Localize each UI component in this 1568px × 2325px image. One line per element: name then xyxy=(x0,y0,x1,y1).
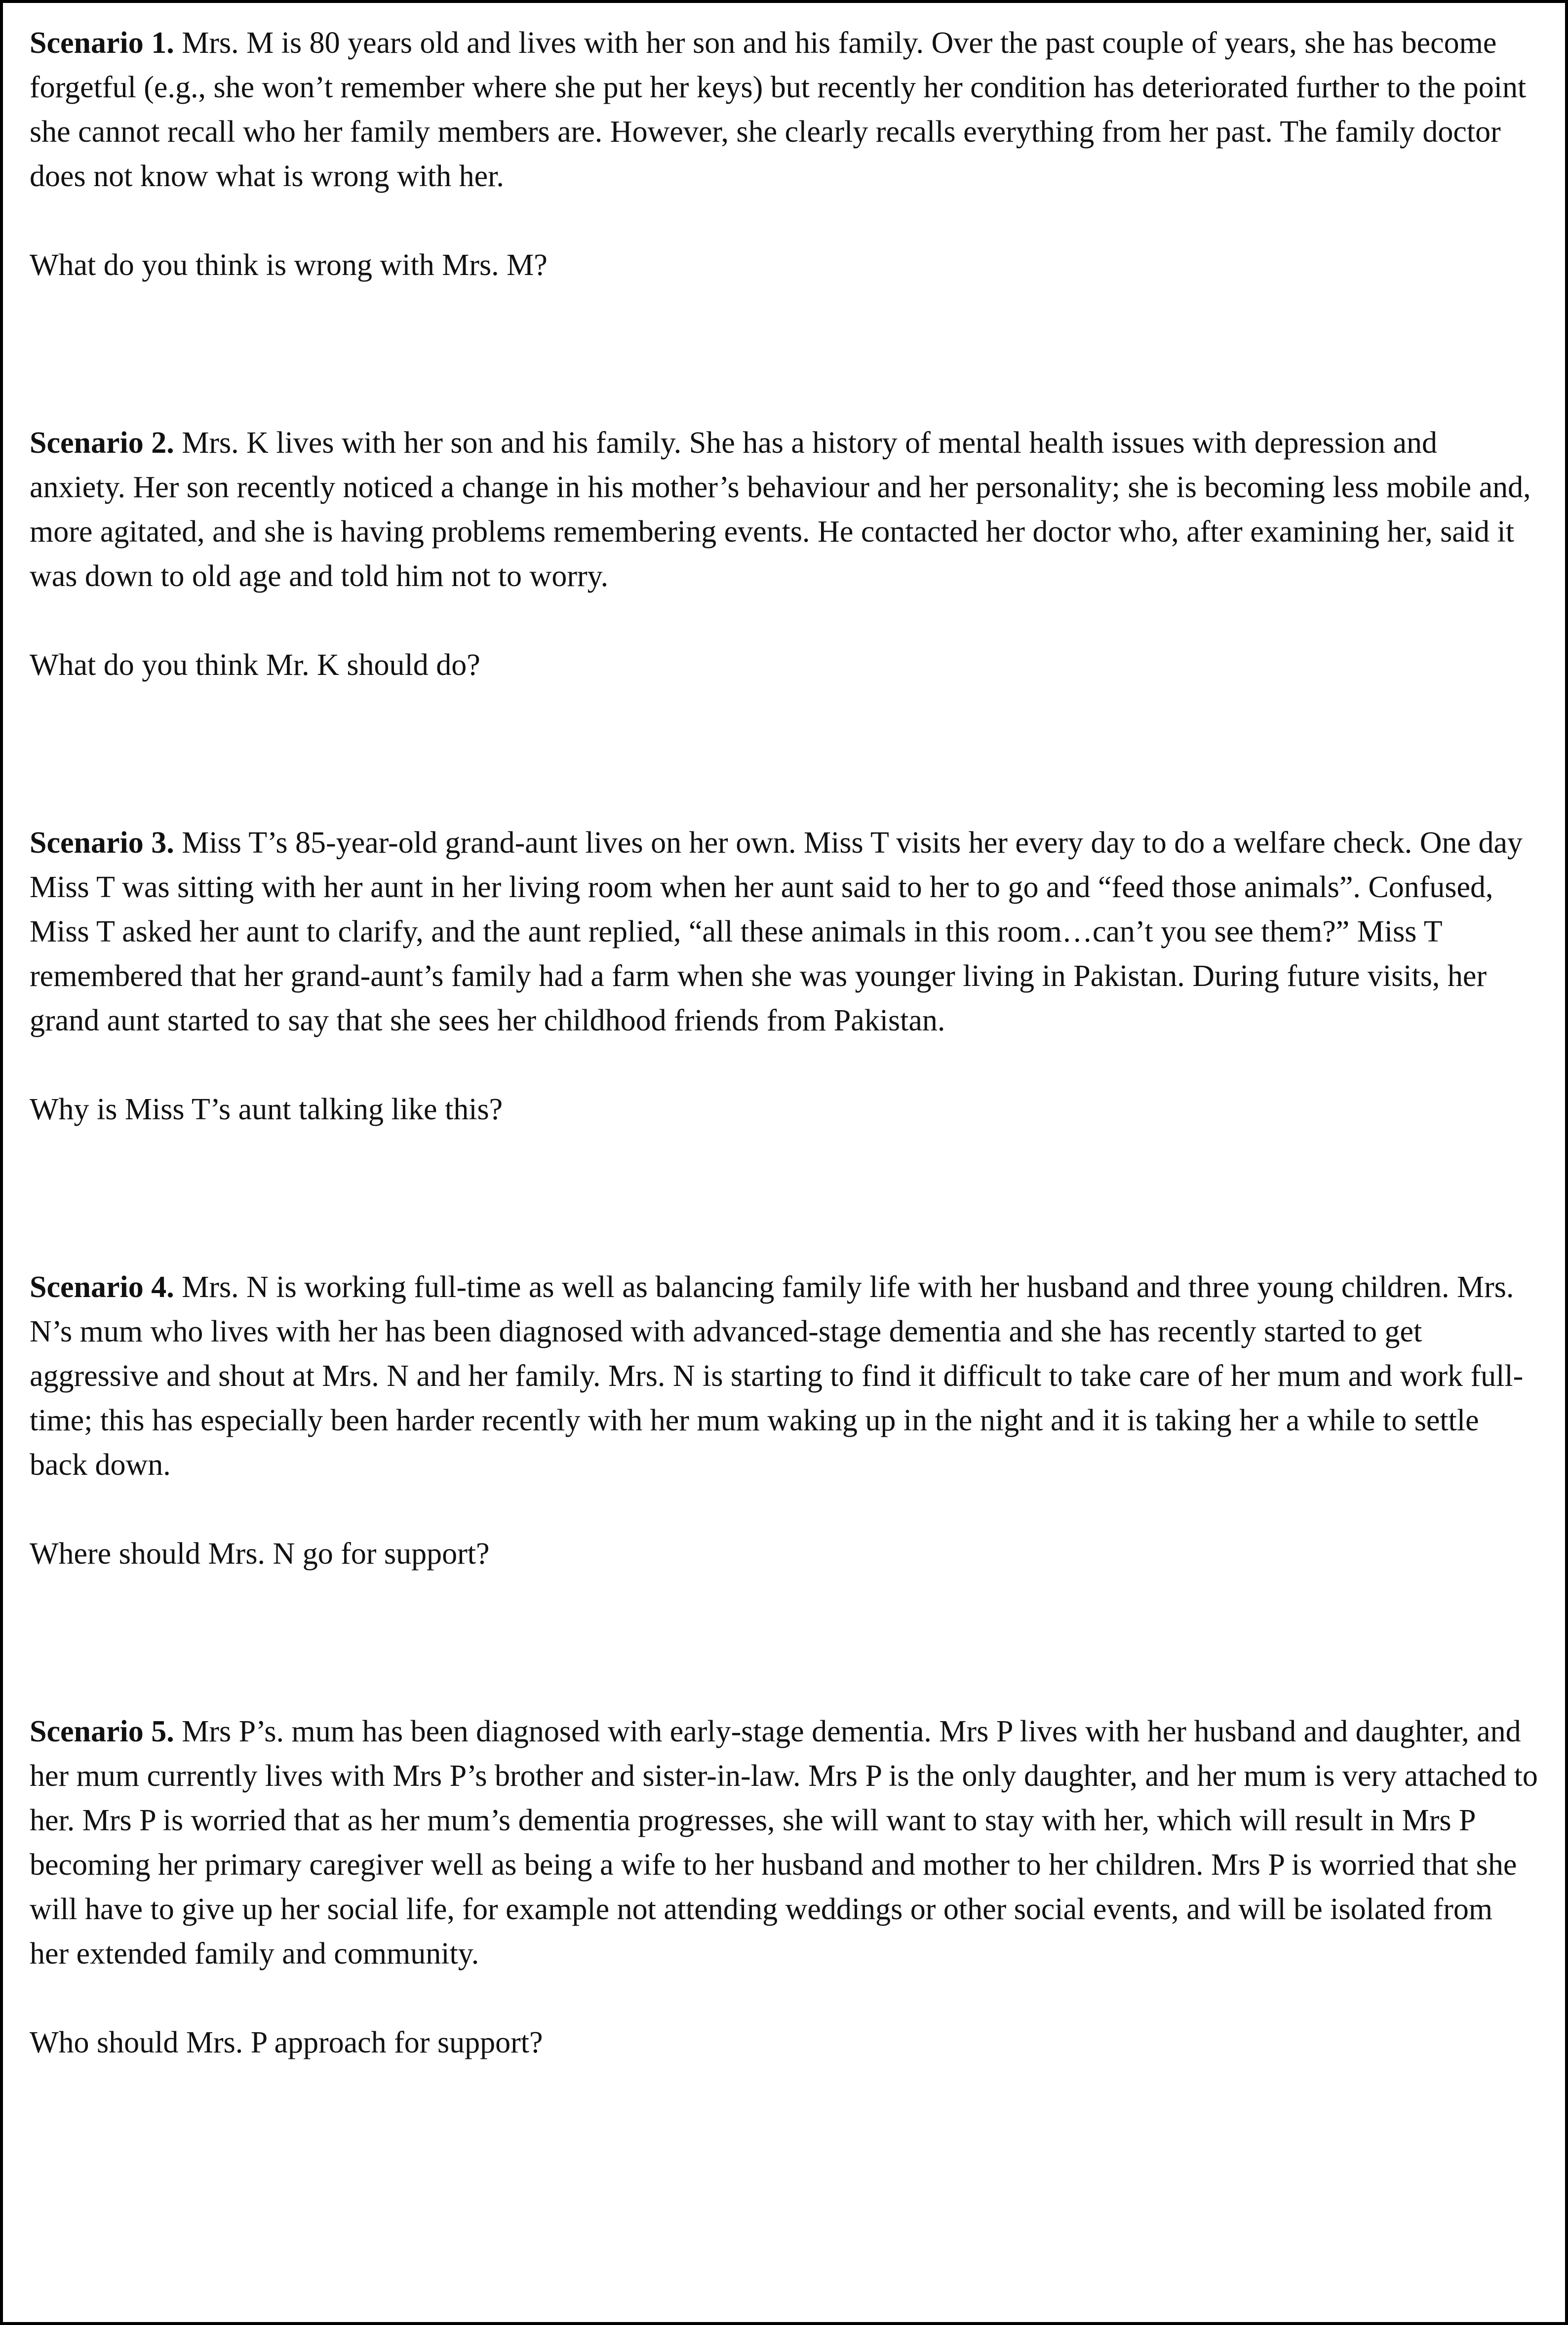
scenario-4 xyxy=(30,1265,1538,1576)
scenario-2-body xyxy=(30,421,1538,598)
answer-space-4 xyxy=(30,1576,1538,1709)
scenario-3-question: Why is Miss T’s aunt talking like this? xyxy=(30,1093,503,1126)
scenario-1-label: Scenario 1. xyxy=(30,26,174,60)
answer-space-3 xyxy=(30,1132,1538,1265)
scenario-4-question: Where should Mrs. N go for support? xyxy=(30,1537,490,1571)
scenario-1 xyxy=(30,21,1538,287)
scenario-5 xyxy=(30,1709,1538,2065)
scenario-4-text: Mrs. N is working full-time as well as balancing family life with her husband and three young children. Mrs. N’s mum who lives with her has been diagnosed with advanced-stage dementia and she has recently started to get aggressive and shout at Mrs. N and her family. Mrs. N is starting to find it difficult to take care of her mum and work full-time; this has especially been harder recently with her mum waking up in the night and it is taking her a while to settle back down. xyxy=(30,1270,1524,1482)
scenario-2-question: What do you think Mr. K should do? xyxy=(30,648,480,682)
scenario-5-label: Scenario 5. xyxy=(30,1715,174,1748)
scenario-2 xyxy=(30,421,1538,687)
scenario-5-text: Mrs P’s. mum has been diagnosed with early-stage dementia. Mrs P lives with her husband and daughter, and her mum currently lives with Mrs P’s brother and sister-in-law. Mrs P is the only daughter, and her mum is very attached to her. Mrs P is worried that as her mum’s dementia progresses, she will want to stay with her, which will result in Mrs P becoming her primary caregiver well as being a wife to her husband and mother to her children. Mrs P is worried that she will have to give up her social life, for example not attending weddings or other social events, and will be isolated from her extended family and community. xyxy=(30,1715,1538,1970)
scenario-3-label: Scenario 3. xyxy=(30,826,174,860)
scenario-4-label: Scenario 4. xyxy=(30,1270,174,1304)
scenario-3 xyxy=(30,821,1538,1132)
scenario-1-question: What do you think is wrong with Mrs. M? xyxy=(30,248,548,282)
scenario-1-text: Mrs. M is 80 years old and lives with her son and his family. Over the past couple of years, she has become forgetful (e.g., she won’t remember where she put her keys) but recently her condition has deteriorated further to the point she cannot recall who her family members are. However, she clearly recalls everything from her past. The family doctor does not know what is wrong with her. xyxy=(30,26,1527,193)
scenario-1-body xyxy=(30,21,1538,198)
scenario-3-body xyxy=(30,821,1538,1043)
scenario-4-body xyxy=(30,1265,1538,1487)
scenario-2-label: Scenario 2. xyxy=(30,426,174,460)
scenario-5-question: Who should Mrs. P approach for support? xyxy=(30,2026,543,2059)
answer-space-1 xyxy=(30,287,1538,421)
scenario-5-body xyxy=(30,1709,1538,1976)
answer-space-2 xyxy=(30,687,1538,821)
scenario-3-text: Miss T’s 85-year-old grand-aunt lives on her own. Miss T visits her every day to do a welfare check. One day Miss T was sitting with her aunt in her living room when her aunt said to her to go and “feed those animals”. Confused, Miss T asked her aunt to clarify, and the aunt replied, “all these animals in this room…can’t you see them?” Miss T remembered that her grand-aunt’s family had a farm when she was younger living in Pakistan. During future visits, her grand aunt started to say that she sees her childhood friends from Pakistan. xyxy=(30,826,1523,1037)
scenario-2-text: Mrs. K lives with her son and his family. She has a history of mental health issues with depression and anxiety. Her son recently noticed a change in his mother’s behaviour and her personality; she is becoming less mobile and, more agitated, and she is having problems remembering events. He contacted her doctor who, after examining her, said it was down to old age and told him not to worry. xyxy=(30,426,1531,593)
